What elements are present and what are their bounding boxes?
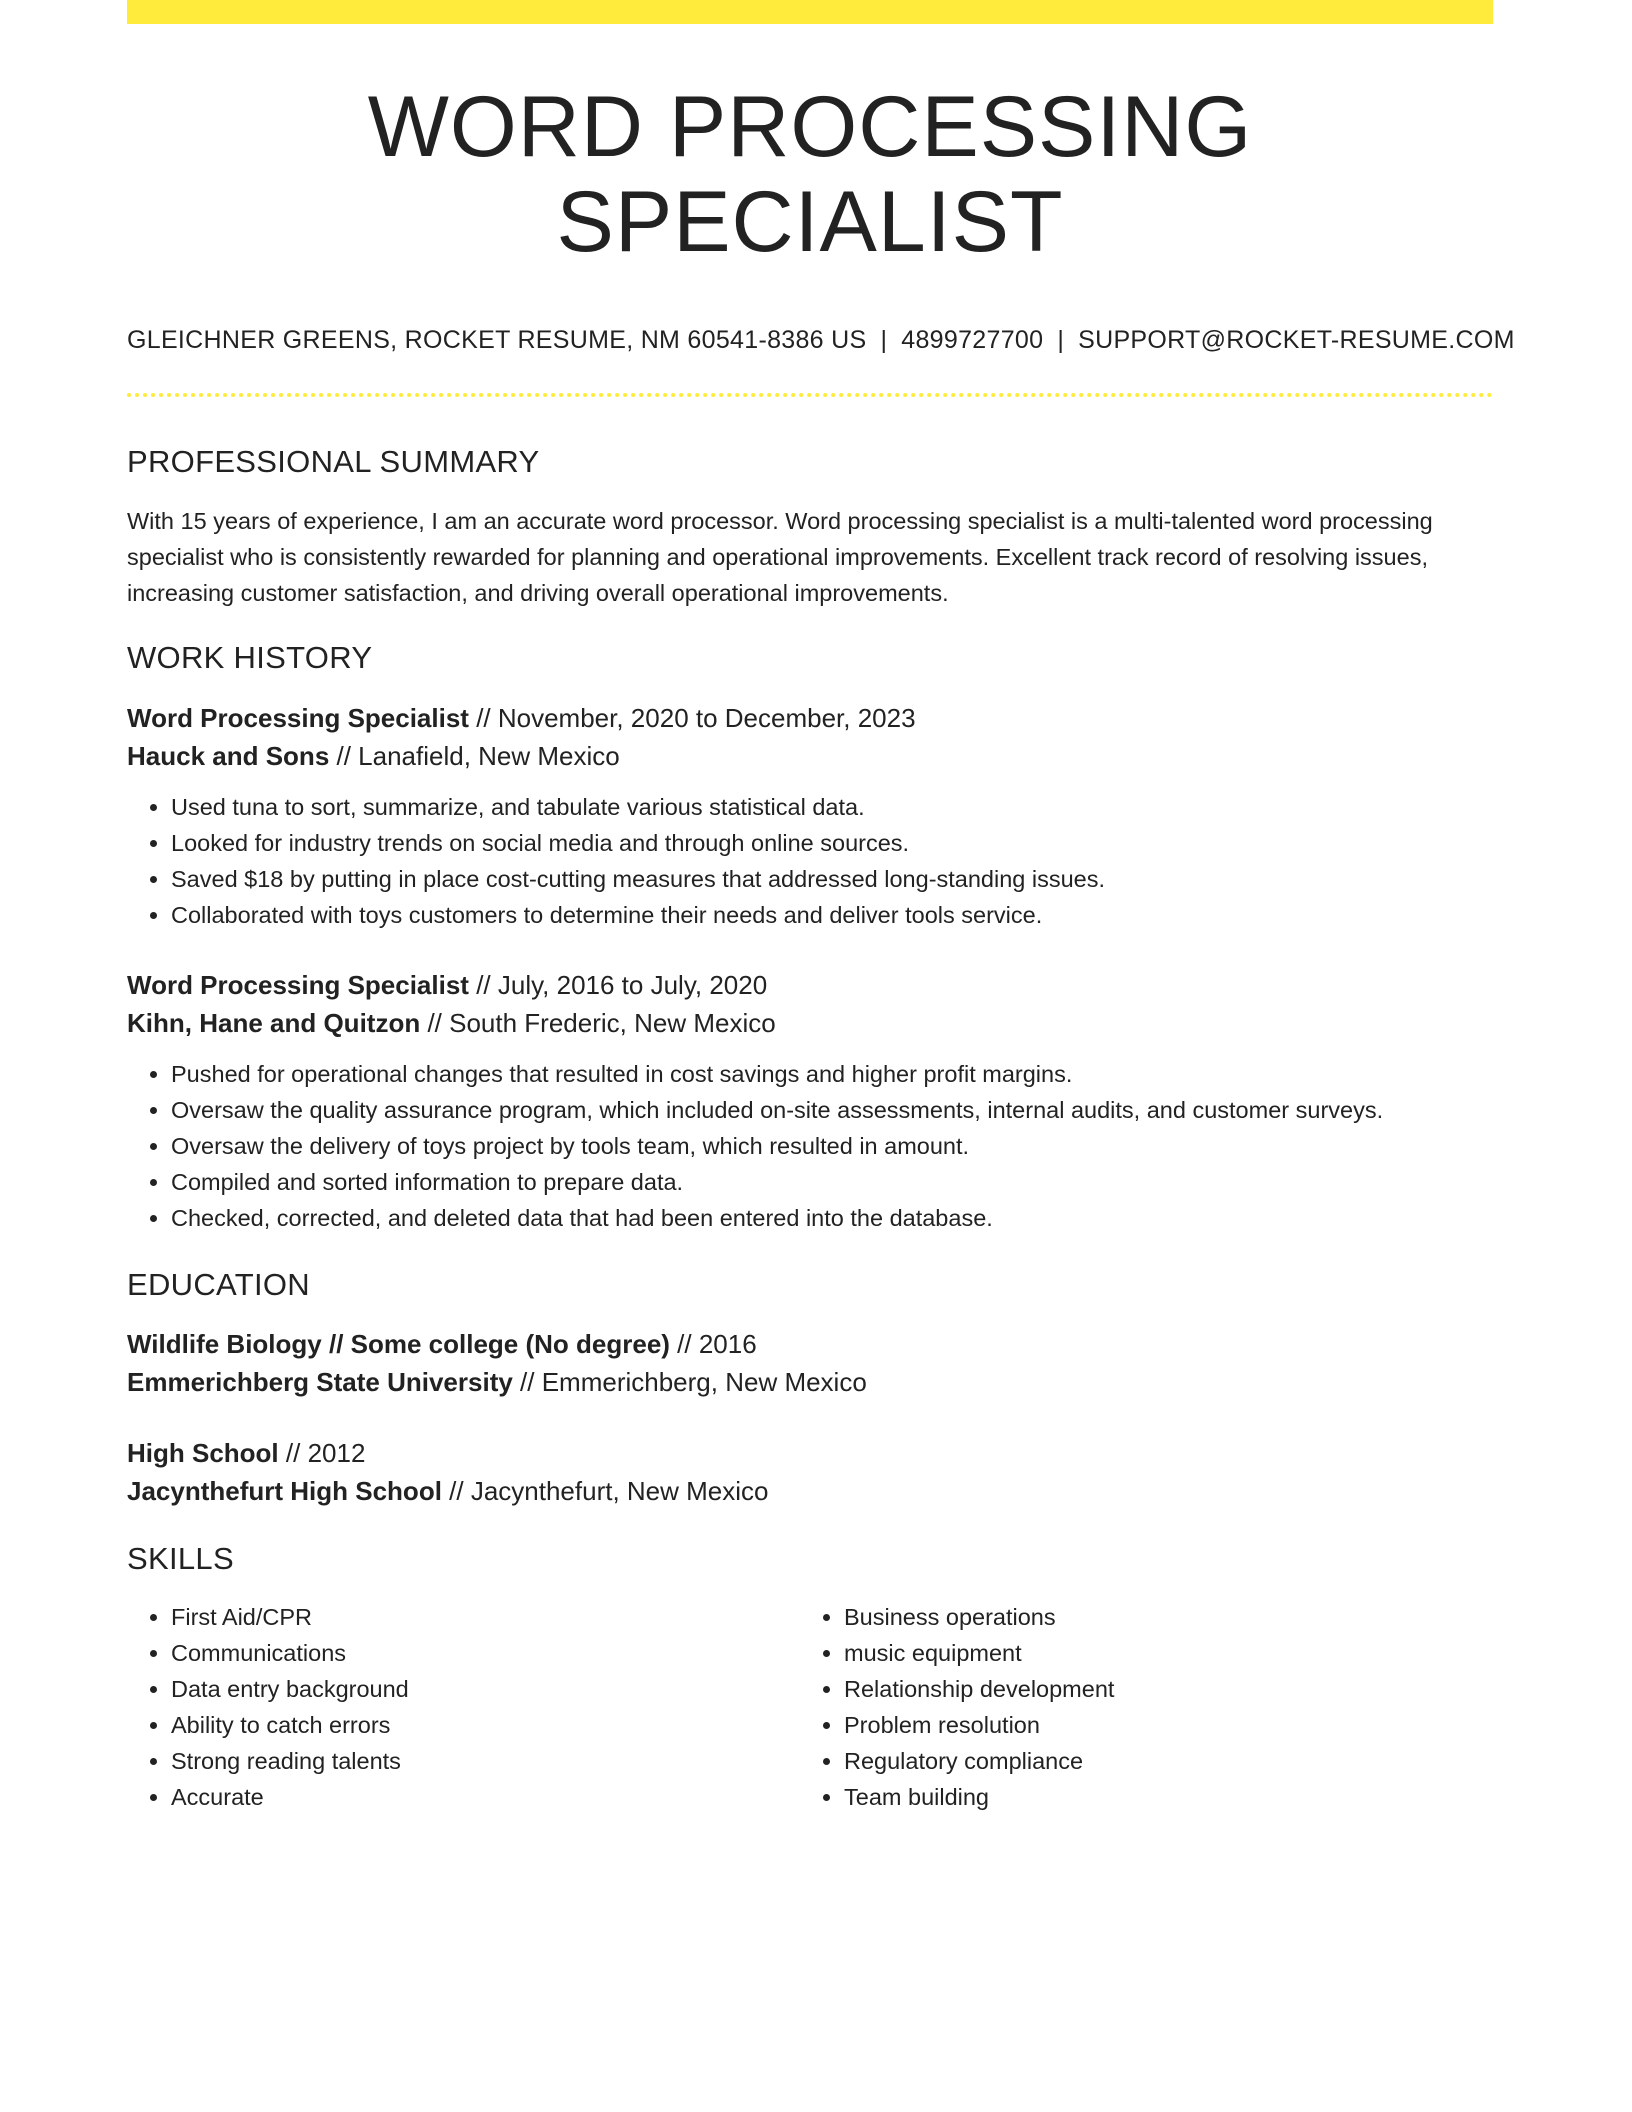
- job-dates: // November, 2020 to December, 2023: [468, 702, 916, 733]
- skill-item: • Accurate: [171, 1779, 800, 1815]
- skill-item: • Relationship development: [844, 1671, 1473, 1707]
- education-year: // 2012: [278, 1437, 366, 1468]
- job-bullet-list: [127, 789, 1493, 933]
- education-school-line: [127, 1363, 1493, 1401]
- education-location: // Jacynthefurt, New Mexico: [441, 1475, 769, 1506]
- resume-page: [127, 0, 1515, 1815]
- job-location: // South Frederic, New Mexico: [420, 1007, 776, 1038]
- list-item: • Used tuna to sort, summarize, and tabulate various statistical data.: [171, 789, 1493, 825]
- page-title: WORD PROCESSING SPECIALIST: [367, 79, 1253, 270]
- skills-heading: SKILLS: [127, 1540, 234, 1576]
- education-entry: [127, 1325, 1493, 1401]
- job-position: Word Processing Specialist: [127, 702, 469, 733]
- education-school: Emmerichberg State University: [127, 1366, 513, 1397]
- contact-separator: |: [880, 326, 888, 355]
- accent-bar: [127, 0, 1493, 24]
- job-company-line: [127, 737, 1493, 775]
- summary-heading: PROFESSIONAL SUMMARY: [127, 444, 540, 480]
- skill-item: • Data entry background: [171, 1671, 800, 1707]
- skills-list-right: [800, 1599, 1473, 1815]
- education-degree: Wildlife Biology // Some college (No degree): [127, 1328, 670, 1359]
- contact-separator: |: [1057, 326, 1065, 355]
- education-entry: [127, 1434, 1493, 1510]
- contact-line: [127, 325, 1515, 355]
- list-item: • Looked for industry trends on social media and through online sources.: [171, 825, 1493, 861]
- education-degree-line: [127, 1434, 1493, 1472]
- job-position: Word Processing Specialist: [127, 969, 469, 1000]
- contact-phone: 4899727700: [901, 326, 1044, 355]
- skill-item: • Ability to catch errors: [171, 1707, 800, 1743]
- job-dates: // July, 2016 to July, 2020: [468, 969, 768, 1000]
- skill-item: • Team building: [844, 1779, 1473, 1815]
- job-location: // Lanafield, New Mexico: [329, 740, 620, 771]
- job-company-line: [127, 1004, 1493, 1042]
- list-item: • Saved $18 by putting in place cost-cutting measures that addressed long-standing issues.: [171, 861, 1493, 897]
- list-item: • Checked, corrected, and deleted data that had been entered into the database.: [171, 1200, 1493, 1236]
- education-school-line: [127, 1472, 1493, 1510]
- skill-item: • Communications: [171, 1635, 800, 1671]
- education-location: // Emmerichberg, New Mexico: [512, 1366, 867, 1397]
- dotted-divider: [127, 393, 1493, 397]
- list-item: • Oversaw the delivery of toys project by tools team, which resulted in amount.: [171, 1128, 1493, 1164]
- list-item: • Oversaw the quality assurance program, which included on-site assessments, internal audits, and customer surveys.: [171, 1092, 1493, 1128]
- skill-item: • music equipment: [844, 1635, 1473, 1671]
- skill-item: • Strong reading talents: [171, 1743, 800, 1779]
- job-title-line: [127, 699, 1493, 737]
- job-company: Kihn, Hane and Quitzon: [127, 1007, 421, 1038]
- skills-list-left: [127, 1599, 800, 1815]
- education-degree-line: [127, 1325, 1493, 1363]
- list-item: • Collaborated with toys customers to determine their needs and deliver tools service.: [171, 897, 1493, 933]
- list-item: • Pushed for operational changes that resulted in cost savings and higher profit margins.: [171, 1056, 1493, 1092]
- job-title-line: [127, 966, 1493, 1004]
- job-bullet-list: [127, 1056, 1493, 1236]
- contact-address: GLEICHNER GREENS, ROCKET RESUME, NM 60541-8386 US: [127, 326, 867, 355]
- summary-text: With 15 years of experience, I am an accurate word processor. Word processing specialist is a multi-talented word processing specialist who is consistently rewarded for planning and operational improvements. Excellent track record of resolving issues, increasing customer satisfaction, and driving overall operational improvements.: [127, 508, 1433, 607]
- education-degree: High School: [127, 1437, 279, 1468]
- list-item: • Compiled and sorted information to prepare data.: [171, 1164, 1493, 1200]
- skill-item: • Problem resolution: [844, 1707, 1473, 1743]
- job-entry: [127, 966, 1493, 1236]
- skills-columns: [127, 1599, 1493, 1815]
- job-entry: [127, 699, 1493, 933]
- skill-item: • First Aid/CPR: [171, 1599, 800, 1635]
- skill-item: • Business operations: [844, 1599, 1473, 1635]
- skill-item: • Regulatory compliance: [844, 1743, 1473, 1779]
- education-year: // 2016: [669, 1328, 757, 1359]
- education-school: Jacynthefurt High School: [127, 1475, 442, 1506]
- job-company: Hauck and Sons: [127, 740, 330, 771]
- education-heading: EDUCATION: [127, 1266, 310, 1302]
- contact-email: SUPPORT@ROCKET-RESUME.COM: [1078, 326, 1515, 355]
- work-history-heading: WORK HISTORY: [127, 640, 373, 676]
